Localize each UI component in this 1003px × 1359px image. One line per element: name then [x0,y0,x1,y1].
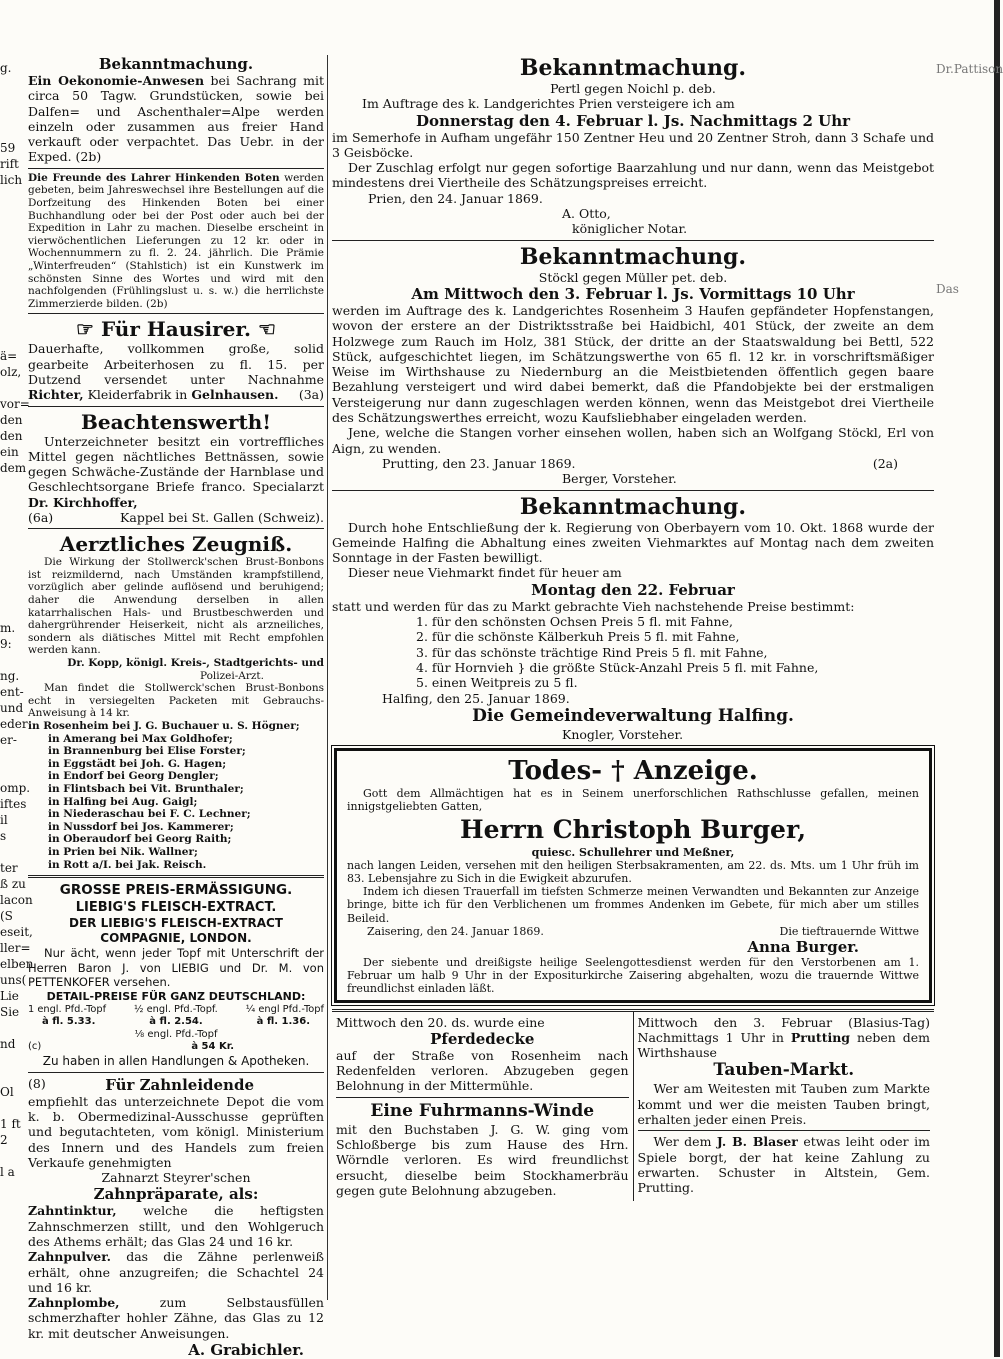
place-item: in Prien bei Nik. Wallner; [48,845,198,858]
edge-fragment [0,1020,24,1036]
ad-heading: DETAIL-PREISE FÜR GANZ DEUTSCHLAND: [46,989,306,1003]
edge-fragment [0,652,24,668]
ad-text: Nur ächt, wenn jeder Topf mit Unterschrift der Herren Baron J. von LIEBIG und Dr. M. von PETTENKOFER versehen. [28,946,324,990]
ad-heading: LIEBIG'S FLEISCH-EXTRACT. [75,900,277,916]
edge-fragment: eseit, [0,925,33,939]
edge-fragment: m. [0,621,16,635]
ad-title [28,317,324,341]
ad-text: werden gebeten, beim Jahreswechsel ihre Bestellungen auf die Dorfzeitung des Hinkenden Boten bei einer Buchhandlung oder bei der Post oder auch bei der Expedition in Lahr zu machen. Dieselbe erscheint in vierwöchentlichen Lieferungen zu 12 kr. oder in Wochennummern zu fl. 2. 24. jährlich. Die Prämie „Winterfreuden“ (Stahlstich) ist ein Kunstwerk im schönsten Sinne des Wortes und wird mit den nachfolgenden (Frühlingslust u. s. w.) die herrlichste Zimmerzierde bilden. [28,171,324,310]
notice-text: im Semerhofe in Aufham ungefähr 150 Zentner Heu und 20 Zentner Stroh, dann 3 Schafe und 3 Geisböcke. [332,129,934,160]
column-left [28,55,324,1359]
price-value: à fl. 1.36. [256,1016,310,1028]
notice-stoeckl [332,244,934,487]
ad-text2: Man findet die Stollwerck'schen Brust-Bonbons echt in versiegelten Packeten mit Gebrauchs-Anweisung à 14 kr. [28,682,324,720]
edge-fragment [0,108,24,124]
place-item: in Endorf bei Georg Dengler; [48,770,219,783]
edge-fragment: dem [0,461,27,475]
edge-fragment [0,492,24,508]
place-item: in Rott a/I. bei Jak. Reisch. [48,858,207,871]
item-text: welche die heftigsten Zahnschmerzen stillt, und den Wohlgeruch des Athems erhält; das Glas 24 und 16 kr. [28,1203,324,1249]
edge-fragment [0,844,24,860]
edge-fragment [0,76,24,92]
edge-fragment [936,122,1000,137]
edge-fragment: 9: [0,637,12,651]
price-label: ½ engl. Pfd.-Topf. [134,1003,218,1015]
ad-title: Pferdedecke [430,1029,535,1048]
ad-title-text: Für Hausirer. [100,317,252,342]
edge-fragment: olz, [0,365,22,379]
ad-text: Mittwoch den 20. ds. wurde eine [336,1014,545,1030]
place-item: in Oberaudorf bei Georg Raith; [48,833,232,846]
ad-footer: Zu haben in allen Handlungen & Apotheken. [42,1053,310,1068]
ad-tag: (2b) [146,297,168,310]
item-name: Zahntinktur, [28,1203,117,1219]
edge-fragment [0,188,24,204]
edge-fragment: lich [0,173,23,187]
item-name: Zahnpulver. [28,1249,111,1265]
edge-fragment [0,92,24,108]
right-edge-fragments [936,60,1003,297]
ad-place: Gelnhausen. [191,387,279,403]
edge-fragment [0,748,24,764]
edge-fragment [0,572,24,588]
notice-tag: (2a) [872,455,898,471]
notice-role: Knogler, Vorsteher. [562,726,684,742]
edge-fragment: 1 ft [0,1117,21,1131]
ad-place: Kappel bei St. Gallen (Schweiz). [120,509,324,525]
ad-name: Dr. Kirchhoffer, [28,494,138,510]
ad-signer: A. Grabichler. [188,1341,304,1359]
left-edge-fragments [0,60,34,1350]
edge-fragment: ä= [0,349,18,363]
edge-fragment [0,236,24,252]
notice-title: Bekanntmachung. [519,55,747,81]
notice-text: werden im Auftrage des k. Landgerichtes Rosenheim 3 Haufen gepfändeter Hopfenstangen, wovon der erstere an der Distriktsstraße bei Haidbichl, 401 Stück, der zweite an dem Holzwege zum Rauch im Holz, 381 Stück, der dritte an der Staatswaldung bei Bettl, 522 Stück, aufgeschichtet liegen, im Schätzungswerthe von 65 fl. 12 kr. in vorschriftsmäßiger Weise im Wirthshause zu Niedernburg an die Meistbietenden öffentlich gegen baare Bezahlung versteigert und wird dabei bemerkt, daß die Pfandobjekte bei der erstmaligen Versteigerung nur dann zugeschlagen werden können, wenn das Meistgebot drei Viertheile des Schätzungswerthes erreicht, wozu Kaufsliebhaber eingeladen werden. [332,302,934,426]
notice-text: Durch hohe Entschließung der k. Regierung von Oberbayern vom 10. Okt. 1868 wurde der Gemeinde Halfing die Abhaltung eines zweiten Viehmarktes auf Montag nach dem zweiten Sonntage in der Fasten bewilligt. [332,519,934,566]
item-text: zum Selbstausfüllen schmerzhafter hohler Zähne, das Glas zu 12 kr. mit deutscher Anweisungen. [28,1295,324,1341]
edge-fragment [0,1068,24,1084]
ad-lead: Ein Oekonomie-Anwesen [28,73,205,88]
notice-title: Bekanntmachung. [519,243,747,270]
edge-fragment [0,476,24,492]
edge-fragment: nd [0,1037,16,1051]
edge-fragment: (S [0,909,13,923]
notice-role: königlicher Notar. [572,221,688,237]
prize-item: 2. für die schönste Kälberkuh Preis 5 fl. mit Fahne, [416,629,740,645]
hand-icon: ☜ [258,317,276,342]
notice-signer: Berger, Vorsteher. [562,471,677,487]
ad-tauben-markt [634,1012,935,1202]
edge-fragment: ß zu [0,877,26,891]
ad-lead: Die Freunde des Lahrer Hinkenden Boten [28,171,280,184]
edge-fragment [0,220,24,236]
ad-tag: (8) [28,1075,46,1091]
edge-fragment [0,508,24,524]
ad-tag: (6a) [28,509,54,525]
ad-text: Wer am Weitesten mit Tauben zum Markte kommt und wer die meisten Tauben bringt, erhalten jeder einen Preis. [637,1081,930,1128]
notice-date: Am Mittwoch den 3. Februar l. Js. Vormittags 10 Uhr [411,284,855,303]
prize-item: 3. für das schönste trächtige Rind Preis 5 fl. mit Fahne, [416,644,768,660]
edge-fragment: Das [936,282,959,296]
edge-fragment: Sie [0,1005,20,1019]
edge-fragment [0,316,24,332]
notice-place: Prien, den 24. Januar 1869. [368,190,543,206]
ad-text: Mittwoch den 3. Februar (Blasius-Tag) Nachmittags 1 Uhr in [637,1014,930,1045]
signer-pre: Die tieftrauernde Wittwe [779,924,919,938]
notice-sub: Pertl gegen Noichl p. deb. [550,81,716,96]
edge-fragment: den [0,429,23,443]
edge-fragment [0,604,24,620]
ad-title: Tauben-Markt. [713,1060,855,1081]
death-text: nach langen Leiden, versehen mit den heiligen Sterbsakramenten, am 22. ds. Mts. um 1 Uhr früh im 83. Lebensjahre zu Sich in die Ewigkeit abzurufen. [347,858,919,885]
notice-halfing [332,494,934,743]
notice-date: Donnerstag den 4. Februar l. Js. Nachmittags 2 Uhr [415,111,851,130]
death-text: Indem ich diesen Trauerfall im tiefsten Schmerze meinen Verwandten und Bekannten zur Anzeige bringe, bitte ich für den Verblichenen um frommes Andenken im Gebete, für mich aber um stilles Beileid. [347,885,919,925]
ad-title: Für Zahnleidende [105,1075,254,1094]
ad-tag: (2b) [75,149,102,165]
ad-sub2: Zahnpräparate, als: [93,1185,259,1204]
ad-sub: Zahnarzt Steyrer'schen [101,1170,251,1186]
notice-text: Im Auftrage des k. Landgerichtes Prien versteigere ich am [362,96,735,112]
price-value: à fl. 5.33. [42,1016,96,1028]
hand-icon: ☞ [76,317,94,342]
item-name: Zahnplombe, [28,1295,120,1311]
ad-lost-items [332,1012,634,1202]
item-text: das die Zähne perlenweiß erhält, ohne anzugreifen; die Schachtel 24 und 16 kr. [28,1249,324,1295]
edge-fragment: elben [0,957,34,971]
edge-fragment [0,588,24,604]
ad-place: Prutting [790,1029,851,1045]
place-item: in Flintsbach bei Vit. Brunthaler; [48,782,244,795]
ad-title: Beachtenswerth! [80,409,272,434]
edge-fragment: iftes [0,797,27,811]
death-place: Zaisering, den 24. Januar 1869. [367,924,544,938]
edge-fragment: omp. [0,781,31,795]
edge-fragment: ng. [0,669,20,683]
edge-fragment [936,137,1000,152]
ad-text: etwas leiht oder im Spiele borgt, der hat keine Zahlung zu erwarten. Schuster in Altstein, Gem. Prutting. [637,1134,930,1196]
notice-noichl [332,55,934,237]
ad-oekonomie [28,55,324,165]
notice-title: Bekanntmachung. [519,493,747,520]
bottom-ads [332,1009,934,1202]
ad-title: Bekanntmachung. [98,55,254,73]
deceased-role: quiesc. Schullehrer und Meßner, [531,845,735,859]
notice-sub: Stöckl gegen Müller pet. deb. [538,269,728,285]
edge-fragment: lacon [0,893,33,907]
ad-text: neben dem Wirthshause [637,1029,930,1061]
ad-text2: Kleiderfabrik in [87,387,188,403]
deceased-name: Herrn Christoph Burger, [459,814,807,844]
edge-fragment [0,284,24,300]
notice-place: Halfing, den 25. Januar 1869. [382,690,570,706]
column-rule [327,55,328,1300]
ad-name: J. B. Blaser [716,1134,798,1150]
price-label: ⅛ engl. Pfd.-Topf [134,1028,218,1040]
edge-fragment [0,540,24,556]
edge-fragment [0,268,24,284]
price-value: à 54 Kr. [191,1041,234,1053]
column-right [332,55,934,1201]
ad-hinkender-bote [28,172,324,311]
edge-fragment: uns( [0,973,27,987]
ad-text: Unterzeichneter besitzt ein vortreffliches Mittel gegen nächtliches Bettnässen, sowie gegen Schwäche-Zustände der Harnblase und Geschlechtsorgane Briefe franco. Specialarzt [28,433,324,495]
edge-fragment: Ol [0,1085,14,1099]
place-item: in Brannenburg bei Elise Forster; [48,745,246,758]
edge-fragment [0,1148,24,1164]
ad-name: Richter, [28,387,84,403]
edge-fragment [0,204,24,220]
prize-item: 1. für den schönsten Ochsen Preis 5 fl. mit Fahne, [416,614,733,630]
notice-text: statt und werden für das zu Markt gebrachte Vieh nachstehende Preise bestimmt: [332,598,855,614]
edge-fragment: er- [0,733,17,747]
death-text: Der siebente und dreißigste heilige Seelengottesdienst werden für den Verstorbenen am 1. Februar um halb 9 Uhr in der Expositurkirche Zaisering abgehalten, wozu die trauernde Wittwe freundlichst einladen läßt. [347,955,919,996]
edge-fragment [0,1100,24,1116]
death-signer: Anna Burger. [747,937,859,956]
edge-fragment: eder [0,717,28,731]
place-item: in Amerang bei Max Goldhofer; [48,732,233,745]
ad-zahnleidende [28,1076,324,1359]
price-label: ¼ engl Pfd.-Topf [245,1003,324,1015]
edge-fragment [936,152,1000,167]
ad-text: Dauerhafte, vollkommen große, solid gearbeite Arbeiterhosen zu fl. 15. per Dutzend versendet unter Nachnahme [28,341,324,387]
place-item: in Niederaschau bei F. C. Lechner; [48,808,251,821]
prize-item: 4. für Hornvieh } die größte Stück-Anzahl Preis 5 fl. mit Fahne, [416,659,819,675]
place-item: in Eggstädt bei Joh. G. Hagen; [48,757,227,770]
prize-list [332,614,934,690]
edge-fragment [936,107,1000,122]
edge-fragment [0,124,24,140]
notice-text: Jene, welche die Stangen vorher einsehen wollen, haben sich an Wolfgang Stöckl, Erl von Aign, zu wenden. [332,425,934,456]
edge-fragment: 59 [0,141,16,155]
edge-fragment [936,167,1000,182]
edge-fragment: s [0,829,7,843]
death-title: Todes- † Anzeige. [508,756,758,787]
ad-place-list [28,720,324,871]
edge-fragment [0,252,24,268]
edge-fragment [936,77,1000,92]
edge-fragment: l a [0,1165,15,1179]
edge-fragment [0,764,24,780]
edge-fragment [0,300,24,316]
place-item: in Rosenheim bei J. G. Buchauer u. S. Högner; [28,720,300,732]
ad-signer-role: Polizei-Arzt. [199,669,264,682]
edge-fragment [0,380,24,396]
place-item: in Nussdorf bei Jos. Kammerer; [48,820,234,833]
edge-fragment: und [0,701,24,715]
edge-fragment: g. [0,61,12,75]
edge-fragment: ller= [0,941,31,955]
ad-text: Die Wirkung der Stollwerck'schen Brust-Bonbons ist reizmildernd, nach Umständen krampfstillend, vorzüglich aber gelinde auflösend und beruhigend; daher die Anwendung derselben in allen katarrhalischen Hals- und Brustbeschwerden und dahergrührender Heiserkeit, nicht als arzneiliches, sondern als diätisches Mittel mit Recht empfohlen werden kann. [28,556,324,657]
ad-liebig [28,882,324,1069]
ad-hausirer [28,317,324,402]
ad-text: mit den Buchstaben J. G. W. ging vom Schloßberge bis zum Hause des Hrn. Wörndle verloren. Es wird freundlichst ersucht, dieselbe beim Stockhamerbräu gegen gute Belohnung abzugeben. [336,1121,629,1198]
notice-date: Montag den 22. Februar [531,580,735,599]
ad-title: Aerztliches Zeugniß. [59,532,293,557]
edge-fragment: 2 [0,1133,8,1147]
edge-fragment [0,1052,24,1068]
edge-fragment [0,524,24,540]
ad-signer: Dr. Kopp, königl. Kreis-, Stadtgerichts- und [67,657,324,670]
price-value: à fl. 2.54. [149,1016,203,1028]
price-label: 1 engl. Pfd.-Topf [28,1003,107,1015]
ad-text: empfiehlt das unterzeichnete Depot die vom k. b. Obermedizinal-Ausschusse geprüften und begutachteten, vom königl. Ministerium des Innern und des Handels zum freien Verkaufe genehmigten [28,1093,324,1170]
edge-fragment: ent- [0,685,24,699]
edge-fragment: rift [0,157,19,171]
edge-fragment: il [0,813,8,827]
edge-fragment: ter [0,861,18,875]
ad-heading: GROSSE PREIS-ERMÄSSIGUNG. [59,882,293,899]
edge-fragment [936,92,1000,107]
edge-fragment [0,556,24,572]
place-item: in Halfing bei Aug. Gaigl; [48,795,198,808]
notice-signer: Die Gemeindeverwaltung Halfing. [472,705,794,726]
notice-signer: A. Otto, [562,206,611,222]
ad-text: bei Sachrang mit circa 50 Tagw. Grundstücken, sowie bei Dalfen= und Aschenthaler=Alpe werden einzeln oder zusammen aus freier Hand verkauft oder verpachtet. Das Uebr. in der Exped. [28,73,324,165]
ad-heading: COMPAGNIE, LONDON. [100,931,252,946]
edge-fragment: den [0,413,23,427]
notice-place: Prutting, den 23. Januar 1869. [382,455,576,471]
ad-beachtenswerth [28,410,324,526]
prize-item: 5. einen Weitpreis zu 5 fl. [416,675,578,691]
edge-fragment: vor= [0,397,30,411]
edge-fragment: Dr.Pattison [936,62,1003,76]
ad-title: Eine Fuhrmanns-Winde [370,1100,595,1121]
death-text: Gott dem Allmächtigen hat es in Seinem unerforschlichen Rathschlusse gefallen, meinen innigstgeliebten Gatten, [347,787,919,814]
edge-fragment: ein [0,445,19,459]
ad-tag: (3a) [298,387,324,403]
ad-heading: DER LIEBIG'S FLEISCH-EXTRACT [69,916,283,931]
ad-text: Wer dem [653,1134,712,1150]
edge-fragment [0,332,24,348]
notice-text: Dieser neue Viehmarkt findet für heuer am [348,565,622,581]
ad-tag: (c) [28,1041,42,1053]
death-notice [334,748,932,1002]
edge-fragment: Lie [0,989,19,1003]
notice-text: Der Zuschlag erfolgt nur gegen sofortige Baarzahlung und nur dann, wenn das Meistgebot mindestens drei Viertheile des Schätzungspreises erreicht. [332,160,934,191]
ad-aerztliches-zeugnis [28,532,324,871]
ad-text: auf der Straße von Rosenheim nach Redenfelden verloren. Abzugeben gegen Belohnung in der Mittermühle. [336,1047,629,1094]
